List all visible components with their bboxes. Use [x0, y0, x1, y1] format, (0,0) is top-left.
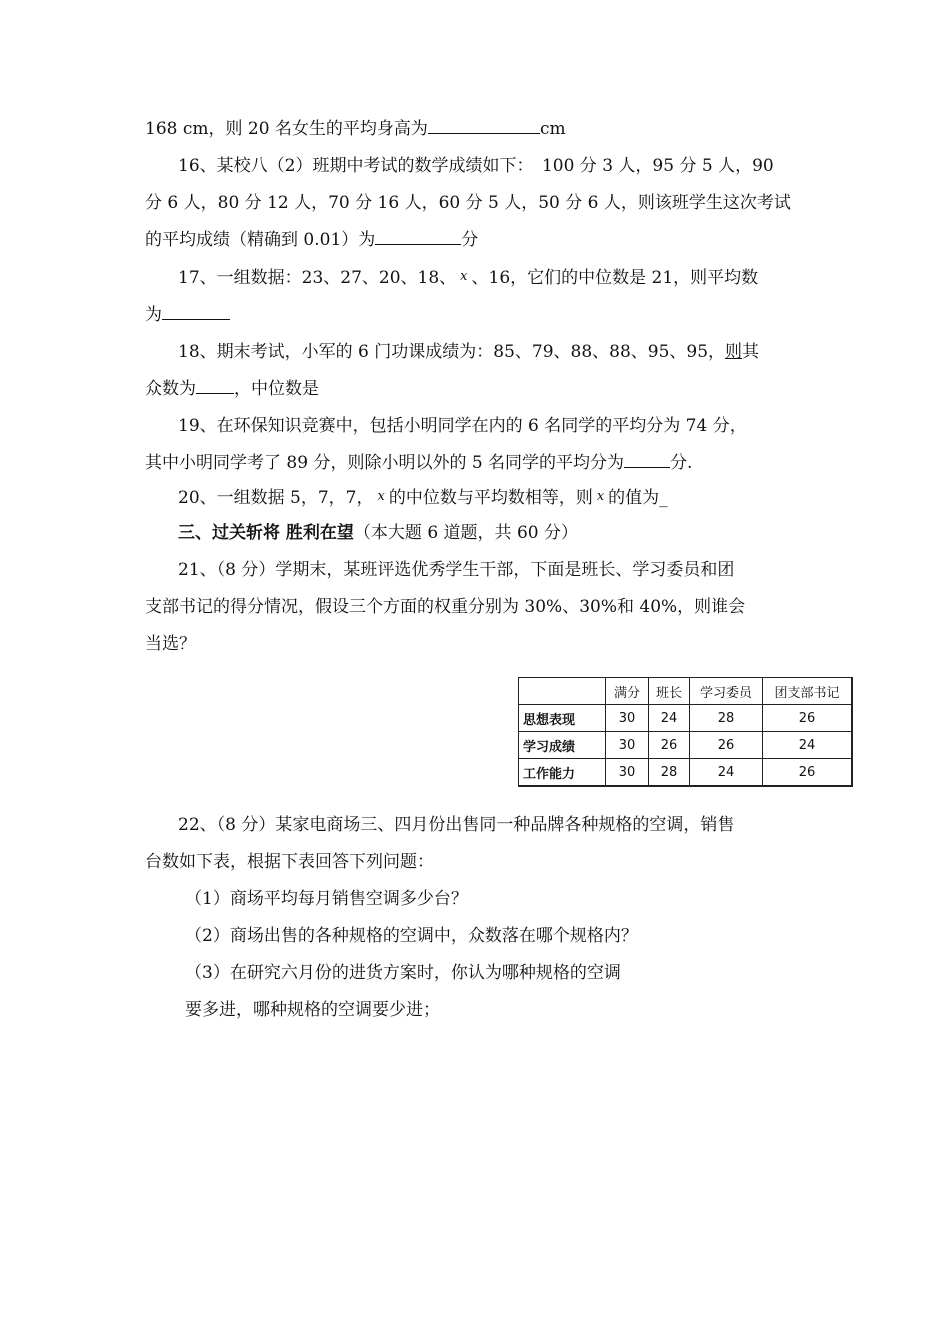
q22-part3: （3）在研究六月份的进货方案时，你认为哪种规格的空调 — [185, 963, 621, 983]
q22-part2: （2）商场出售的各种规格的空调中，众数落在哪个规格内？ — [185, 926, 638, 946]
table-cell: 24 — [690, 759, 763, 787]
q18-median-label: ，中位数是 — [234, 379, 319, 399]
q16-unit: 分 — [461, 230, 479, 250]
table-cell: 24 — [649, 705, 690, 732]
q16-blank[interactable] — [375, 228, 461, 245]
table-cell: 28 — [649, 759, 690, 787]
q22-part3-cont: 要多进，哪种规格的空调要少进； — [185, 1000, 440, 1020]
q17-text-a: 17、一组数据：23、27、20、18、 — [178, 268, 457, 288]
table-cell: 26 — [690, 732, 763, 759]
table-row — [519, 759, 853, 787]
q21-line1: 21、（8 分）学期末，某班评选优秀学生干部，下面是班长、学习委员和团 — [178, 560, 735, 580]
table-cell: 30 — [606, 732, 649, 759]
q18-mode-label: 众数为 — [145, 379, 196, 399]
q19-blank[interactable] — [624, 451, 670, 468]
table-cell: 26 — [763, 759, 853, 787]
q22-line2: 台数如下表，根据下表回答下列问题： — [145, 852, 434, 872]
table-cell: 24 — [763, 732, 853, 759]
q18-text-b: 其 — [742, 342, 760, 362]
q22-line1: 22、（8 分）某家电商场三、四月份出售同一种品牌各种规格的空调，销售 — [178, 815, 735, 835]
q17-text-b: 、16，它们的中位数是 21，则平均数 — [471, 268, 759, 288]
q22-part1: （1）商场平均每月销售空调多少台？ — [185, 889, 468, 909]
table-row-label: 工作能力 — [519, 759, 606, 787]
q15-tail — [145, 117, 566, 141]
table-header-cell: 团支部书记 — [763, 678, 853, 705]
table-cell: 28 — [690, 705, 763, 732]
table-row-label: 思想表现 — [519, 705, 606, 732]
q17-line2-text: 为 — [145, 305, 162, 325]
q19-text: 其中小明同学考了 89 分，则除小明以外的 5 名同学的平均分为 — [145, 453, 625, 473]
q19-unit: 分. — [670, 453, 693, 473]
table-cell: 26 — [763, 705, 853, 732]
q21-line2: 支部书记的得分情况，假设三个方面的权重分别为 30%、30%和 40%，则谁会 — [145, 597, 746, 617]
q18-line2 — [145, 377, 319, 401]
q20-line — [178, 486, 668, 512]
table-cell: 30 — [606, 705, 649, 732]
q19-line2 — [145, 451, 692, 475]
q16-line3 — [145, 228, 478, 252]
q15-blank[interactable] — [428, 117, 540, 134]
score-table — [518, 677, 853, 787]
table-header-cell: 班长 — [649, 678, 690, 705]
q17-line2 — [145, 303, 230, 327]
q20-var-x: x — [377, 489, 385, 504]
table-header-cell — [519, 678, 606, 705]
section3-heading — [178, 521, 578, 545]
q18-line1 — [178, 340, 759, 364]
q15-unit: cm — [539, 119, 566, 139]
q20-text-a: 20、一组数据 5，7，7， — [178, 488, 374, 508]
q15-text: 168 cm，则 20 名女生的平均身高为 — [145, 119, 428, 139]
q19-line1: 19、在环保知识竞赛中，包括小明同学在内的 6 名同学的平均分为 74 分， — [178, 416, 747, 436]
q20-var-x2: x — [596, 489, 605, 504]
q17-line1 — [178, 266, 758, 292]
section3-note: （本大题 6 道题，共 60 分） — [353, 523, 578, 543]
table-cell: 26 — [649, 732, 690, 759]
table-cell: 30 — [606, 759, 649, 787]
q18-blank[interactable] — [196, 377, 234, 394]
q20-text-c: 的值为_ — [608, 488, 668, 508]
table-row — [519, 705, 853, 732]
q17-blank[interactable] — [162, 303, 230, 320]
table-row-label: 学习成绩 — [519, 732, 606, 759]
q17-var-x: x — [460, 269, 468, 284]
q18-text-a: 18、期末考试，小军的 6 门功课成绩为：85、79、88、88、95、95， — [178, 342, 726, 362]
table-header-row — [519, 678, 853, 705]
table-row — [519, 732, 853, 759]
q21-line3: 当选？ — [145, 634, 196, 654]
q18-underlined: 则 — [725, 342, 743, 362]
section3-title: 三、过关斩将 胜利在望 — [178, 523, 354, 543]
q16-line1: 16、某校八（2）班期中考试的数学成绩如下： 100 分 3 人，95 分 5 人，90 — [178, 156, 774, 176]
table-header-cell: 学习委员 — [690, 678, 763, 705]
q20-text-b: 的中位数与平均数相等，则 — [388, 488, 593, 508]
table-header-cell: 满分 — [606, 678, 649, 705]
q16-line2: 分 6 人，80 分 12 人，70 分 16 人，60 分 5 人，50 分 6 人，则该班学生这次考试 — [145, 193, 791, 213]
q16-line3-text: 的平均成绩（精确到 0.01）为 — [145, 230, 376, 250]
